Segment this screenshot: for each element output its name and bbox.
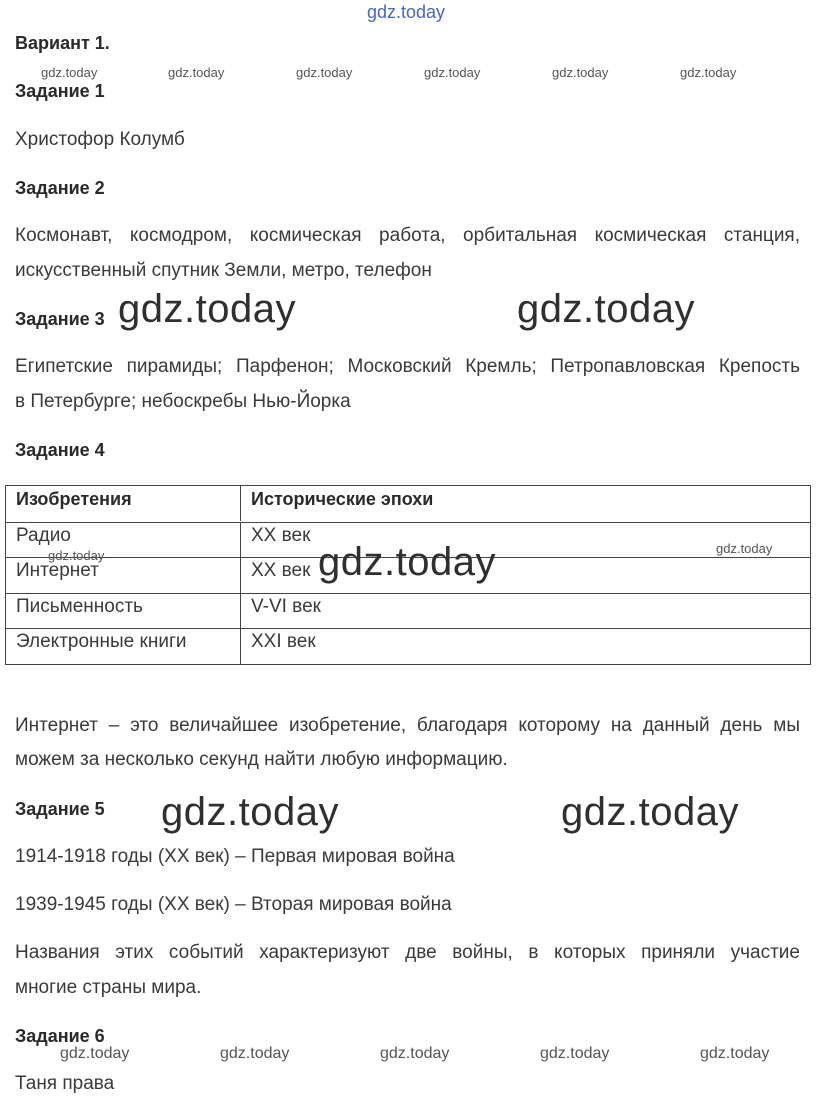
task6-answer: Таня права xyxy=(15,1073,115,1094)
watermark-small: gdz.today xyxy=(296,65,353,80)
task5-title: Задание 5 xyxy=(15,799,105,819)
watermark-small: gdz.today xyxy=(540,1045,610,1062)
watermark-small: gdz.today xyxy=(168,65,225,80)
task5-item2: 1939-1945 годы (XX век) – Вторая мировая война xyxy=(15,894,452,915)
watermark-small: gdz.today xyxy=(700,1045,770,1062)
table-row xyxy=(6,628,810,664)
table-header-cell: Изобретения xyxy=(6,486,241,521)
task4-answer-line2: можем за несколько секунд найти любую информацию. xyxy=(15,749,508,770)
task6-title: Задание 6 xyxy=(15,1026,105,1046)
table-row xyxy=(6,593,810,629)
table-cell: XX век xyxy=(251,560,311,581)
task2-answer-line2: искусственный спутник Земли, метро, телефон xyxy=(15,260,432,281)
watermark-small: gdz.today xyxy=(220,1045,290,1062)
table-cell: XXI век xyxy=(251,631,316,652)
table-header-row xyxy=(6,486,810,521)
table-cell: XX век xyxy=(251,525,311,546)
watermark-small: gdz.today xyxy=(552,65,609,80)
task4-answer-line1: Интернет – это величайшее изобретение, благодаря которому на данный день мы xyxy=(15,715,800,736)
watermark-large: gdz.today xyxy=(161,790,339,834)
task1-answer: Христофор Колумб xyxy=(15,129,185,150)
table-cell: Электронные книги xyxy=(6,629,241,664)
watermark-small: gdz.today xyxy=(60,1045,130,1062)
table-cell: Письменность xyxy=(6,594,241,629)
task3-answer-line1: Египетские пирамиды; Парфенон; Московский Кремль; Петропавловская Крепость xyxy=(15,356,800,377)
task3-answer-line2: в Петербурге; небоскребы Нью-Йорка xyxy=(15,391,351,412)
watermark-small: gdz.today xyxy=(41,65,98,80)
watermark-large: gdz.today xyxy=(517,287,695,331)
task1-title: Задание 1 xyxy=(15,81,105,101)
task4-title: Задание 4 xyxy=(15,440,105,460)
watermark-large: gdz.today xyxy=(561,790,739,834)
watermark-small: gdz.today xyxy=(380,1045,450,1062)
task2-answer-line1: Космонавт, космодром, космическая работа, орбитальная космическая станция, xyxy=(15,225,800,246)
watermark-small: gdz.today xyxy=(716,541,773,556)
watermark-small: gdz.today xyxy=(680,65,737,80)
table-cell: Радио xyxy=(6,523,241,558)
table-header-cell: Исторические эпохи xyxy=(251,489,434,509)
watermark-top: gdz.today xyxy=(367,2,446,22)
table-cell: Интернет xyxy=(6,558,241,593)
task5-item1: 1914-1918 годы (XX век) – Первая мировая война xyxy=(15,846,455,867)
variant-title: Вариант 1. xyxy=(15,33,110,53)
watermark-large: gdz.today xyxy=(318,540,496,584)
watermark-large: gdz.today xyxy=(118,287,296,331)
task2-title: Задание 2 xyxy=(15,178,105,198)
table-cell: V-VI век xyxy=(251,596,321,617)
watermark-small: gdz.today xyxy=(424,65,481,80)
task5-answer-line1: Названия этих событий характеризуют две войны, в которых приняли участие xyxy=(15,942,800,963)
watermark-small: gdz.today xyxy=(48,548,105,563)
task5-answer-line2: многие страны мира. xyxy=(15,977,202,998)
task3-title: Задание 3 xyxy=(15,309,105,329)
